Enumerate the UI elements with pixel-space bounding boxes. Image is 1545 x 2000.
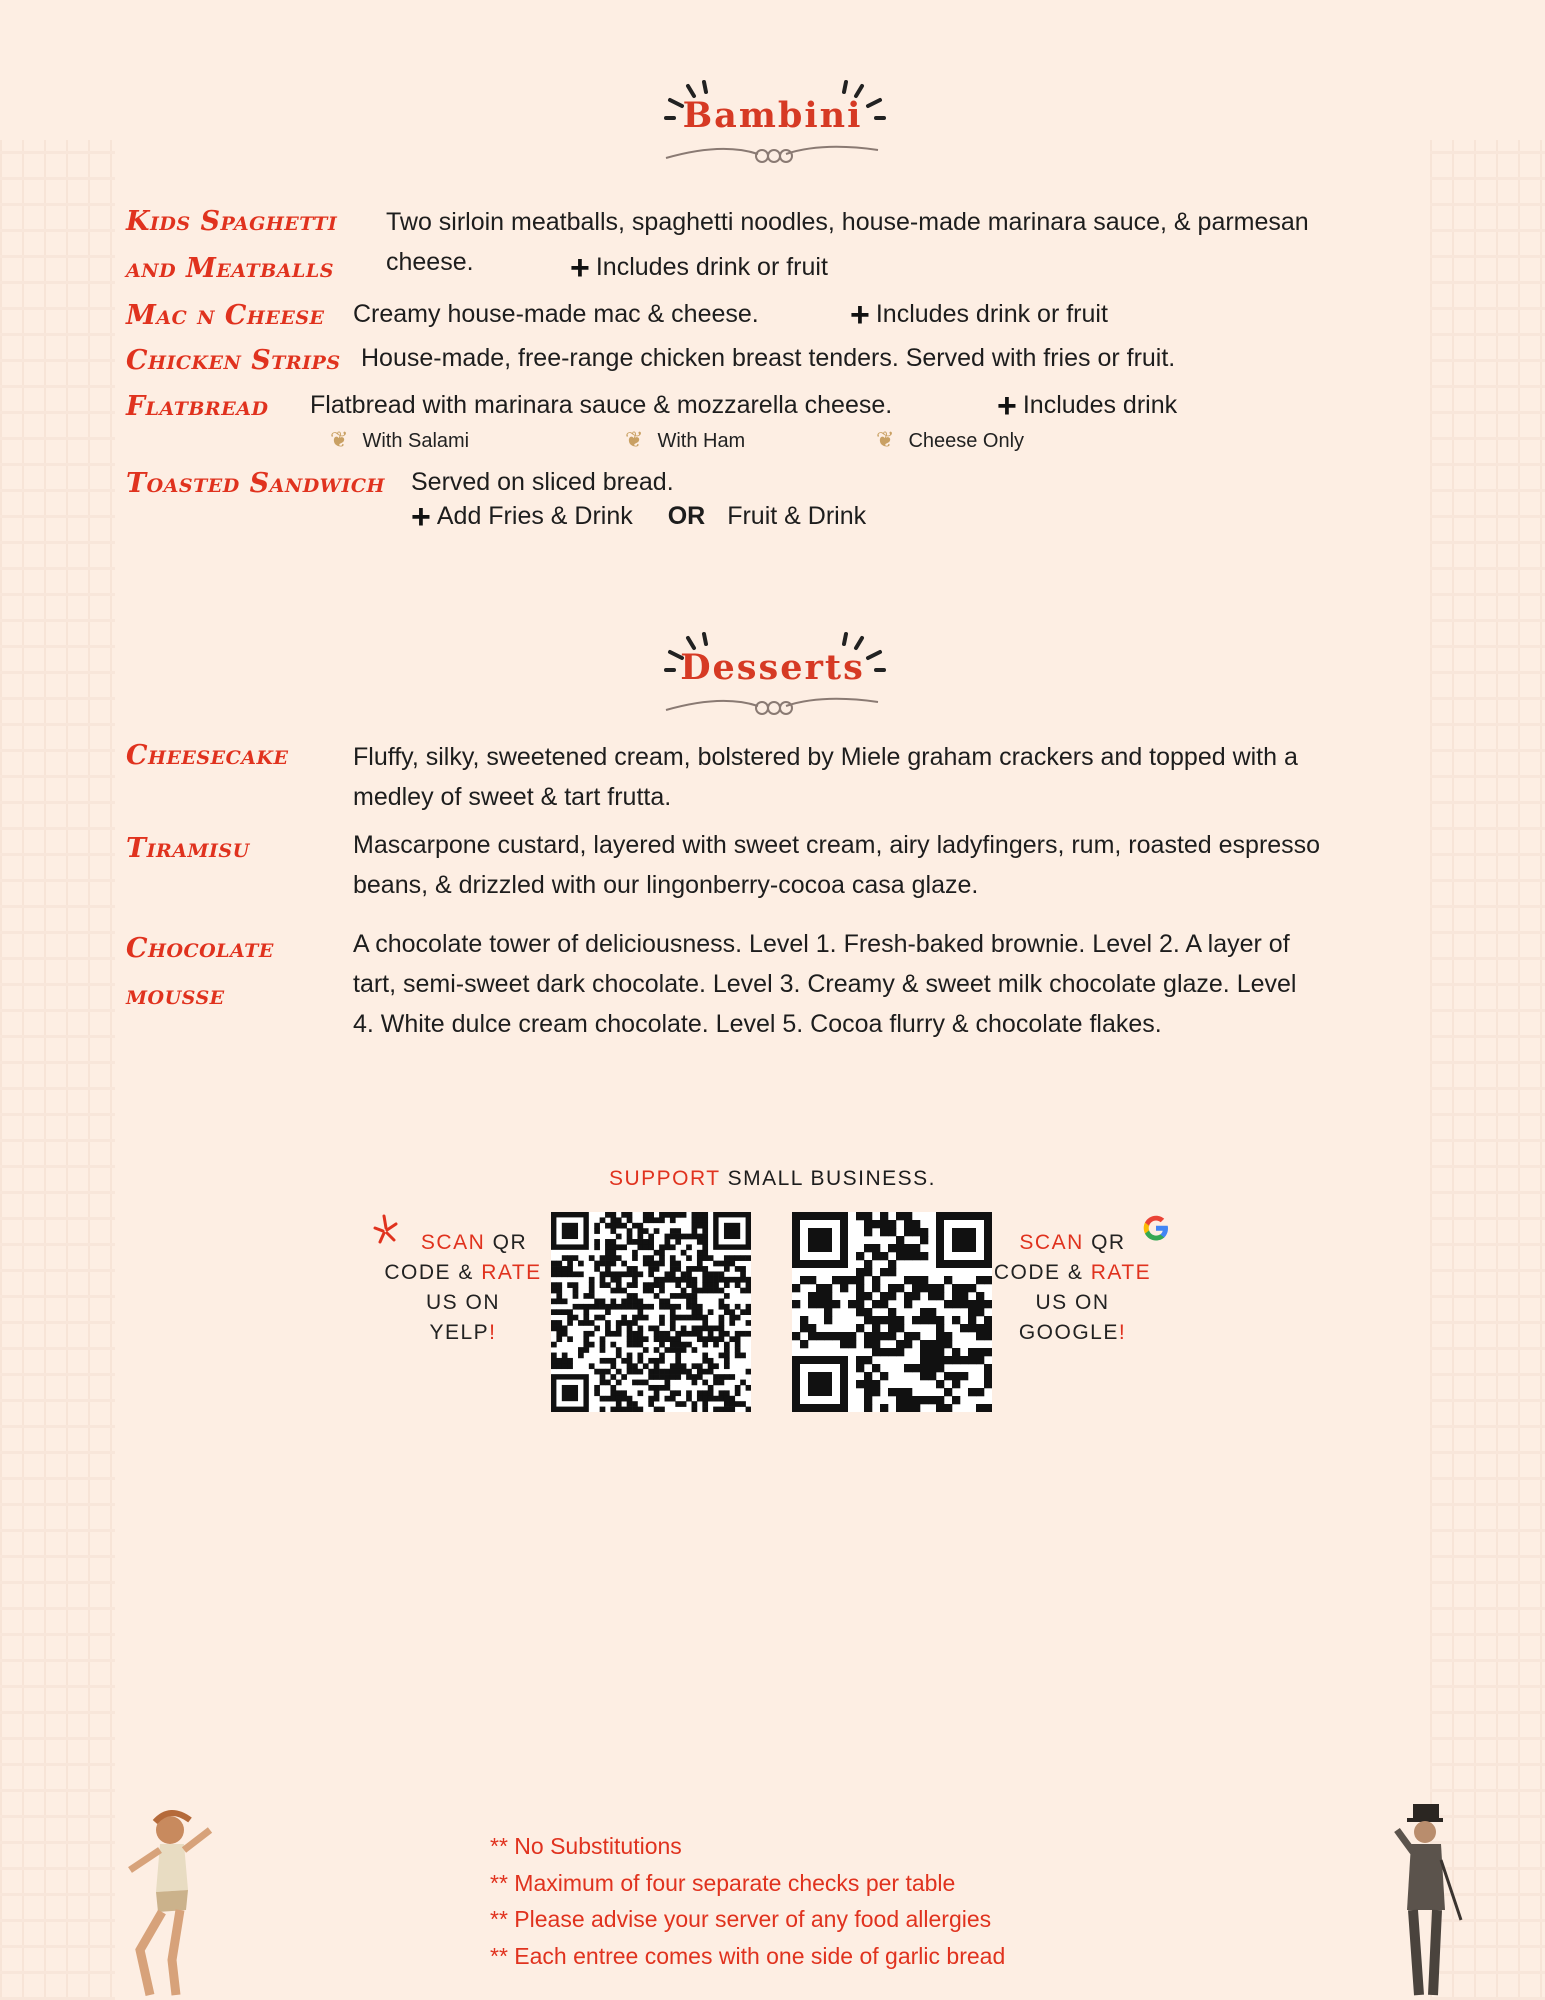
item-name: Chocolate: [126, 933, 274, 964]
item-description: cheese.: [386, 248, 474, 276]
plus-icon: +: [850, 296, 870, 334]
item-name: Tiramisu: [126, 833, 250, 864]
google-icon: [1140, 1212, 1172, 1244]
flourish-icon: [662, 138, 882, 168]
note-line: ** Please advise your server of any food allergies: [490, 1906, 992, 1932]
item-description: Flatbread with marinara sauce & mozzarella cheese.: [310, 391, 893, 419]
item-name: Mac n Cheese: [126, 300, 325, 331]
item-description: A chocolate tower of deliciousness. Level 1. Fresh-baked brownie. Level 2. A layer of: [353, 930, 1290, 958]
item-name: Kids Spaghetti: [126, 206, 338, 237]
leaf-icon: ❦: [625, 427, 644, 452]
item-description: medley of sweet & tart frutta.: [353, 783, 672, 811]
gentleman-figure-illustration: [1385, 1800, 1475, 2000]
item-description: Two sirloin meatballs, spaghetti noodles, house-made marinara sauce, & parmesan: [386, 208, 1309, 236]
dancer-figure-illustration: [100, 1800, 230, 2000]
policy-notes: [490, 1828, 1005, 1974]
item-name: Cheesecake: [126, 740, 289, 771]
yelp-cta: SCAN QR CODE & RATE US ON YELP!: [384, 1231, 542, 1344]
item-extra: + Includes drink or fruit: [850, 296, 1108, 334]
decorative-pillar-right: [1430, 140, 1545, 2000]
note-line: ** Maximum of four separate checks per table: [490, 1869, 956, 1896]
note-line: ** Each entree comes with one side of garlic bread: [490, 1942, 1006, 1969]
qr-code: [551, 1212, 751, 1412]
item-description: Creamy house-made mac & cheese.: [353, 300, 759, 328]
item-name: Flatbread: [126, 391, 269, 422]
item-description: 4. White dulce cream chocolate. Level 5. Cocoa flurry & chocolate flakes.: [353, 1010, 1162, 1038]
item-name: Toasted Sandwich: [126, 468, 385, 499]
plus-icon: +: [570, 249, 590, 287]
flourish-icon: [662, 690, 882, 720]
google-qr-code[interactable]: [792, 1212, 992, 1412]
flatbread-option: ❦ With Salami: [330, 427, 470, 452]
yelp-qr-code[interactable]: [551, 1212, 751, 1412]
item-description: tart, semi-sweet dark chocolate. Level 3. Creamy & sweet milk chocolate glaze. Level: [353, 970, 1297, 998]
item-description: beans, & drizzled with our lingonberry-cocoa casa glaze.: [353, 871, 979, 899]
qr-code: [792, 1212, 992, 1412]
item-extra: + Add Fries & Drink OR Fruit & Drink: [411, 498, 867, 536]
item-name: mousse: [126, 980, 225, 1011]
item-name: Chicken Strips: [126, 345, 341, 376]
decorative-pillar-left: [0, 140, 115, 2000]
plus-icon: +: [411, 498, 431, 536]
support-banner: SUPPORT SMALL BUSINESS.: [608, 1167, 937, 1190]
item-extra: + Includes drink or fruit: [570, 249, 828, 287]
item-description: House-made, free-range chicken breast tenders. Served with fries or fruit.: [361, 344, 1176, 372]
plus-icon: +: [997, 387, 1017, 425]
flatbread-option: ❦ With Ham: [625, 427, 746, 452]
item-description: Fluffy, silky, sweetened cream, bolstered by Miele graham crackers and topped with a: [353, 743, 1298, 771]
leaf-icon: ❦: [330, 427, 349, 452]
google-cta: SCAN QR CODE & RATE US ON GOOGLE!: [993, 1231, 1152, 1344]
section-title-desserts: Desserts: [680, 647, 865, 688]
item-description: Served on sliced bread.: [411, 468, 674, 496]
item-extra: + Includes drink: [997, 387, 1178, 425]
flatbread-option: ❦ Cheese Only: [876, 427, 1025, 452]
note-line: ** No Substitutions: [490, 1833, 682, 1859]
item-name: and Meatballs: [126, 253, 334, 284]
section-title-bambini: Bambini: [682, 95, 863, 136]
leaf-icon: ❦: [876, 427, 895, 452]
item-description: Mascarpone custard, layered with sweet cream, airy ladyfingers, rum, roasted espresso: [353, 831, 1321, 859]
